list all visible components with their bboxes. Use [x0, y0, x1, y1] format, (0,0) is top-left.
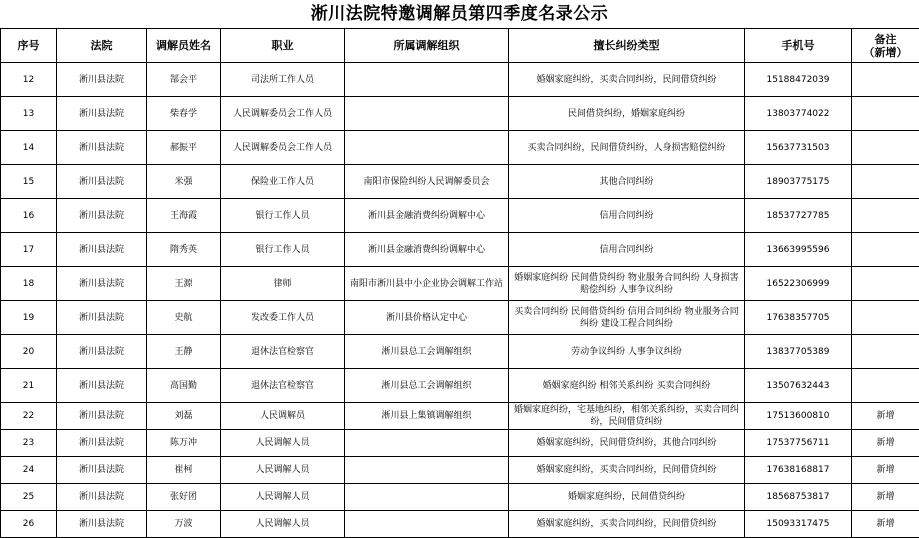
cell-court: 淅川县法院: [57, 63, 147, 97]
header-note: [852, 29, 919, 63]
cell-org: 淅川县上集镇调解组织: [345, 403, 509, 430]
header-court: 法院: [57, 29, 147, 63]
cell-job: 人民调解委员会工作人员: [221, 131, 345, 165]
page-title: 淅川法院特邀调解员第四季度名录公示: [310, 4, 609, 24]
cell-org: [345, 484, 509, 511]
cell-court: 淅川县法院: [57, 267, 147, 301]
cell-name: 王海霞: [147, 199, 221, 233]
table-row: [1, 301, 919, 335]
table-row: [1, 165, 919, 199]
table-row: [1, 430, 919, 457]
header-note-line1: 备注: [874, 32, 897, 46]
header-seq: 序号: [1, 29, 57, 63]
cell-note: [852, 131, 919, 165]
cell-seq: 16: [1, 199, 57, 233]
cell-name: 刘磊: [147, 403, 221, 430]
cell-seq: 25: [1, 484, 57, 511]
cell-seq: 13: [1, 97, 57, 131]
cell-types: 婚姻家庭纠纷 相邻关系纠纷 买卖合同纠纷: [509, 369, 745, 403]
cell-phone: 15188472039: [745, 63, 852, 97]
cell-phone: 13837705389: [745, 335, 852, 369]
cell-types: 婚姻家庭纠纷，宅基地纠纷，相邻关系纠纷，买卖合同纠纷，民间借贷纠纷: [509, 403, 745, 430]
cell-court: 淅川县法院: [57, 430, 147, 457]
cell-note: [852, 97, 919, 131]
cell-note: [852, 301, 919, 335]
cell-types: 民间借贷纠纷，婚姻家庭纠纷: [509, 97, 745, 131]
cell-court: 淅川县法院: [57, 484, 147, 511]
cell-org: [345, 131, 509, 165]
cell-seq: 17: [1, 233, 57, 267]
cell-job: 退休法官检察官: [221, 335, 345, 369]
cell-types: 婚姻家庭纠纷 民间借贷纠纷 物业服务合同纠纷 人身损害赔偿纠纷 人事争议纠纷: [509, 267, 745, 301]
cell-phone: 18537727785: [745, 199, 852, 233]
cell-court: 淅川县法院: [57, 511, 147, 538]
cell-job: 退休法官检察官: [221, 369, 345, 403]
cell-name: 郝振平: [147, 131, 221, 165]
cell-types: 婚姻家庭纠纷，民间借贷纠纷，其他合同纠纷: [509, 430, 745, 457]
cell-types: 买卖合同纠纷，民间借贷纠纷，人身损害赔偿纠纷: [509, 131, 745, 165]
cell-job: 人民调解人员: [221, 430, 345, 457]
cell-note: [852, 63, 919, 97]
cell-court: 淅川县法院: [57, 199, 147, 233]
header-types: 擅长纠纷类型: [509, 29, 745, 63]
cell-phone: 16522306999: [745, 267, 852, 301]
table-row: [1, 63, 919, 97]
header-note-line2: （新增）: [863, 45, 908, 59]
table-row: [1, 335, 919, 369]
cell-org: 淅川县总工会调解组织: [345, 369, 509, 403]
cell-note: 新增: [852, 484, 919, 511]
cell-org: [345, 63, 509, 97]
cell-phone: 13507632443: [745, 369, 852, 403]
table-row: [1, 403, 919, 430]
cell-types: 信用合同纠纷: [509, 233, 745, 267]
cell-note: 新增: [852, 511, 919, 538]
cell-name: 陈万冲: [147, 430, 221, 457]
cell-seq: 19: [1, 301, 57, 335]
cell-name: 隋秀英: [147, 233, 221, 267]
cell-phone: 18903775175: [745, 165, 852, 199]
cell-org: 淅川县金融消费纠纷调解中心: [345, 233, 509, 267]
cell-note: [852, 369, 919, 403]
cell-org: 淅川县总工会调解组织: [345, 335, 509, 369]
cell-org: [345, 457, 509, 484]
cell-seq: 24: [1, 457, 57, 484]
cell-name: 史航: [147, 301, 221, 335]
cell-seq: 20: [1, 335, 57, 369]
cell-seq: 18: [1, 267, 57, 301]
cell-phone: 17537756711: [745, 430, 852, 457]
cell-types: 婚姻家庭纠纷，买卖合同纠纷，民间借贷纠纷: [509, 63, 745, 97]
cell-name: 郜会平: [147, 63, 221, 97]
cell-job: 人民调解人员: [221, 457, 345, 484]
cell-job: 人民调解员: [221, 403, 345, 430]
cell-name: 王静: [147, 335, 221, 369]
cell-note: [852, 335, 919, 369]
cell-name: 万波: [147, 511, 221, 538]
cell-job: 律师: [221, 267, 345, 301]
cell-name: 高国勤: [147, 369, 221, 403]
cell-types: 其他合同纠纷: [509, 165, 745, 199]
cell-types: 买卖合同纠纷 民间借贷纠纷 信用合同纠纷 物业服务合同纠纷 建设工程合同纠纷: [509, 301, 745, 335]
cell-types: 婚姻家庭纠纷，买卖合同纠纷，民间借贷纠纷: [509, 457, 745, 484]
cell-court: 淅川县法院: [57, 301, 147, 335]
cell-seq: 12: [1, 63, 57, 97]
cell-name: 柴春学: [147, 97, 221, 131]
header-name: 调解员姓名: [147, 29, 221, 63]
header-row: [1, 29, 919, 63]
header-job: 职业: [221, 29, 345, 63]
header-phone: 手机号: [745, 29, 852, 63]
cell-org: 南阳市保险纠纷人民调解委员会: [345, 165, 509, 199]
cell-seq: 26: [1, 511, 57, 538]
cell-types: 信用合同纠纷: [509, 199, 745, 233]
cell-name: 米强: [147, 165, 221, 199]
cell-note: [852, 267, 919, 301]
cell-job: 司法所工作人员: [221, 63, 345, 97]
cell-note: 新增: [852, 403, 919, 430]
cell-job: 人民调解人员: [221, 511, 345, 538]
table-row: [1, 131, 919, 165]
cell-job: 银行工作人员: [221, 233, 345, 267]
cell-phone: 15637731503: [745, 131, 852, 165]
cell-org: 淅川县金融消费纠纷调解中心: [345, 199, 509, 233]
mediator-roster-table: [0, 28, 919, 538]
cell-court: 淅川县法院: [57, 457, 147, 484]
cell-job: 保险业工作人员: [221, 165, 345, 199]
cell-seq: 21: [1, 369, 57, 403]
cell-types: 劳动争议纠纷 人事争议纠纷: [509, 335, 745, 369]
cell-job: 人民调解委员会工作人员: [221, 97, 345, 131]
table-row: [1, 457, 919, 484]
cell-note: [852, 165, 919, 199]
table-row: [1, 369, 919, 403]
cell-court: 淅川县法院: [57, 233, 147, 267]
cell-org: [345, 430, 509, 457]
table-row: [1, 233, 919, 267]
cell-org: 淅川县价格认定中心: [345, 301, 509, 335]
cell-phone: 13663995596: [745, 233, 852, 267]
cell-court: 淅川县法院: [57, 369, 147, 403]
cell-org: [345, 97, 509, 131]
table-row: [1, 97, 919, 131]
cell-note: [852, 199, 919, 233]
cell-court: 淅川县法院: [57, 165, 147, 199]
cell-note: 新增: [852, 457, 919, 484]
cell-types: 婚姻家庭纠纷，民间借贷纠纷: [509, 484, 745, 511]
cell-job: 银行工作人员: [221, 199, 345, 233]
cell-phone: 17513600810: [745, 403, 852, 430]
cell-job: 发改委工作人员: [221, 301, 345, 335]
cell-court: 淅川县法院: [57, 403, 147, 430]
cell-org: 南阳市淅川县中小企业协会调解工作站: [345, 267, 509, 301]
cell-name: 王源: [147, 267, 221, 301]
cell-types: 婚姻家庭纠纷，买卖合同纠纷，民间借贷纠纷: [509, 511, 745, 538]
cell-seq: 15: [1, 165, 57, 199]
cell-seq: 22: [1, 403, 57, 430]
header-org: 所属调解组织: [345, 29, 509, 63]
cell-note: 新增: [852, 430, 919, 457]
cell-phone: 18568753817: [745, 484, 852, 511]
cell-court: 淅川县法院: [57, 97, 147, 131]
table-row: [1, 199, 919, 233]
cell-phone: 13803774022: [745, 97, 852, 131]
cell-job: 人民调解人员: [221, 484, 345, 511]
table-row: [1, 484, 919, 511]
cell-name: 张好团: [147, 484, 221, 511]
cell-seq: 14: [1, 131, 57, 165]
cell-name: 崔柯: [147, 457, 221, 484]
cell-note: [852, 233, 919, 267]
table-row: [1, 267, 919, 301]
cell-court: 淅川县法院: [57, 131, 147, 165]
cell-seq: 23: [1, 430, 57, 457]
cell-org: [345, 511, 509, 538]
table-row: [1, 511, 919, 538]
cell-phone: 15093317475: [745, 511, 852, 538]
cell-phone: 17638357705: [745, 301, 852, 335]
cell-phone: 17638168817: [745, 457, 852, 484]
cell-court: 淅川县法院: [57, 335, 147, 369]
